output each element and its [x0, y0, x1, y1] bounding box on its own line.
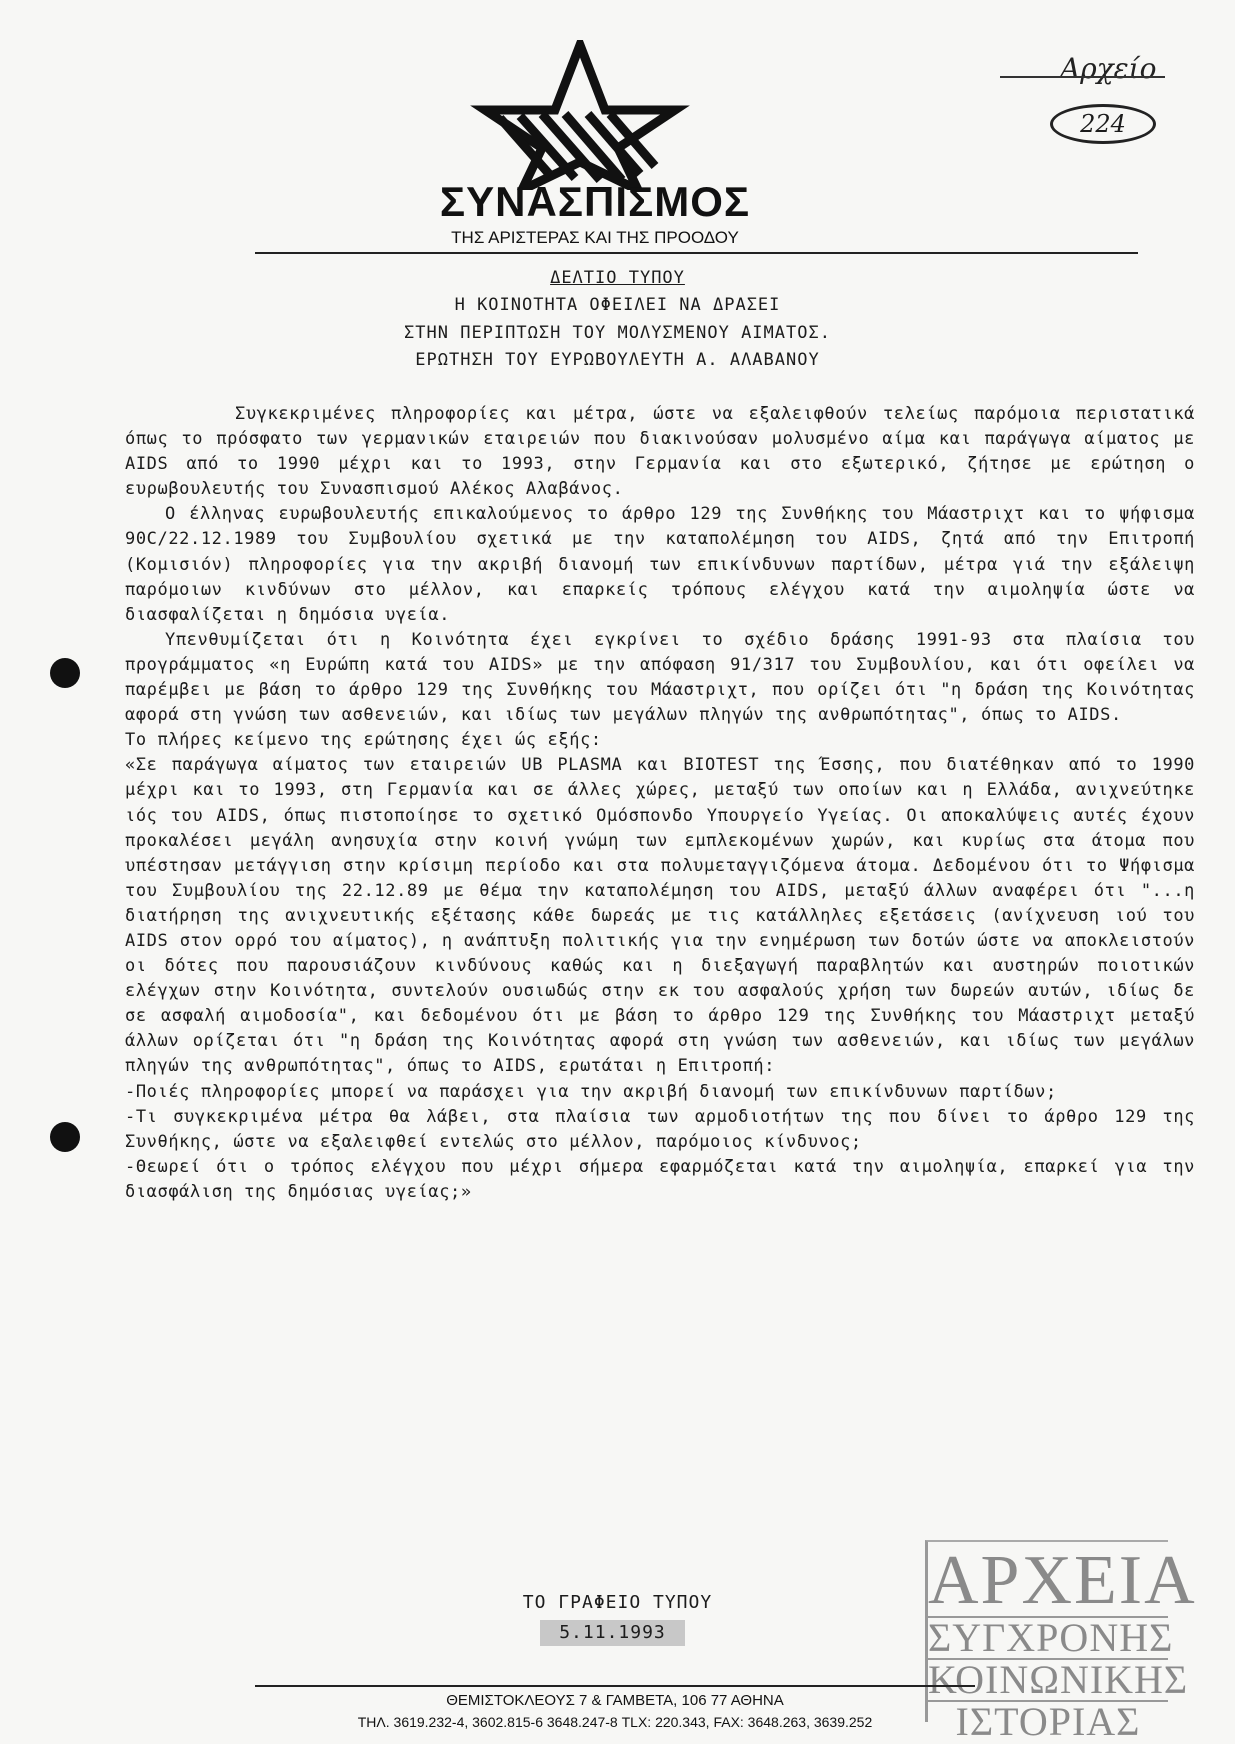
party-tagline: ΤΗΣ ΑΡΙΣΤΕΡΑΣ ΚΑΙ ΤΗΣ ΠΡΟΟΔΟΥ [451, 228, 739, 247]
paragraph-1: Συγκεκριμένες πληροφορίες και μέτρα, ώστε να εξαλειφθούν τελείως παρόμοια περιστατικά όπως το πρόσφατο των γερμανικών εταιρειών που διακινούσαν μολυσμένο αίμα και παράγωγα αίματος με AIDS από το 1990 μέχρι και το 1993, στην Γερμανία και στο εξωτερικό, ζήτησε με ερώτηση ο ευρωβουλευτής του Συνασπισμού Αλέκος Αλαβάνος. [125, 404, 1195, 500]
header-divider [255, 252, 1138, 254]
document-type: ΔΕΛΤΙΟ ΤΥΠΟΥ [550, 268, 685, 288]
headline-line-2: ΣΤΗΝ ΠΕΡΙΠΤΩΣΗ ΤΟΥ ΜΟΛΥΣΜΕΝΟΥ ΑΙΜΑΤΟΣ. [404, 323, 831, 343]
punch-hole [50, 1122, 80, 1152]
press-release-body [125, 402, 1195, 1205]
archive-number: 224 [1050, 104, 1156, 144]
stamp-line-4: ΙΣΤΟΡΙΑΣ [928, 1700, 1168, 1742]
punch-hole [50, 658, 80, 688]
stamp-line-2: ΣΥΓΧΡΟΝΗΣ [928, 1615, 1174, 1660]
stamp-line-1: ΑΡΧΕΙΑ [928, 1542, 1197, 1619]
headline-line-1: Η ΚΟΙΝΟΤΗΤΑ ΟΦΕΙΛΕΙ ΝΑ ΔΡΑΣΕΙ [454, 295, 781, 315]
party-name: ΣΥΝΑΣΠΙΣΜΟΣ [439, 178, 751, 225]
release-date: 5.11.1993 [540, 1620, 685, 1646]
headline-line-3: ΕΡΩΤΗΣΗ ΤΟΥ ΕΥΡΩΒΟΥΛΕΥΤΗ Α. ΑΛΑΒΑΝΟΥ [415, 350, 820, 370]
paragraph-4: Το πλήρες κείμενο της ερώτησης έχει ώς εξής: [125, 730, 602, 751]
archive-handwritten-label: Αρχείο [1060, 52, 1157, 85]
stamp-line-3: ΚΟΙΝΩΝΙΚΗΣ [928, 1657, 1189, 1702]
footer-phones: ΤΗΛ. 3619.232-4, 3602.815-6 3648.247-8 TLX: 220.343, FAX: 3648.263, 3639.252 [357, 1714, 873, 1730]
footer-divider [255, 1685, 975, 1687]
paragraph-2: Ο έλληνας ευρωβουλευτής επικαλούμενος το άρθρο 129 της Συνθήκης του Μάαστριχτ και το ψήφισμα 90C/22.12.1989 του Συμβουλίου σχετικά με την καταπολέμηση του AIDS, ζητά από την Επιτροπή (Κομισιόν) πληροφορίες για την ακριβή διανομή των επικίνδυνων παρτίδων, μέτρα γιά την εξάλειψη παρόμοιων κινδύνων στο μέλλον, και επαρκείς τρόπους ελέγχου κατά την αιμοληψία ώστε να διασφαλίζεται η δημόσια υγεία. [125, 504, 1195, 625]
footer-address: ΘΕΜΙΣΤΟΚΛΕΟΥΣ 7 & ΓΑΜΒΕΤΑ, 106 77 ΑΘΗΝΑ [446, 1692, 784, 1709]
star-logo-icon [400, 40, 760, 190]
question-item-2: -Τι συγκεκριμένα μέτρα θα λάβει, στα πλαίσια των αρμοδιοτήτων της που δίνει το άρθρο 129 της Συνθήκης, ώστε να εξαλειφθεί εντελώς στο μέλλον, παρόμοιος κίνδυνος; [125, 1106, 1195, 1152]
press-office-signature: ΤΟ ΓΡΑΦΕΙΟ ΤΥΠΟΥ [522, 1592, 713, 1613]
handwritten-underline [1000, 76, 1165, 78]
question-item-1: -Ποιές πληροφορίες μπορεί να παράσχει για την ακριβή διανομή των επικίνδυνων παρτίδων; [125, 1081, 1057, 1102]
question-text: «Σε παράγωγα αίματος των εταιρειών UB PLASMA και BIOTEST της Έσσης, που διατέθηκαν από το 1990 μέχρι και το 1993, στη Γερμανία και σε άλλες χώρες, μεταξύ των οποίων και η Ελλάδα, ανιχνεύτηκε ιός του AIDS, όπως πιστοποίησε το σχετικό Ομόσπονδο Υπουργείο Υγείας. Οι αποκαλύψεις αυτές έχουν προκαλέσει μεγάλη ανησυχία στην κοινή γνώμη των εμπλεκομένων χωρών, και κυρίως στα άτομα που υπέστησαν μετάγγιση στην κρίσιμη περίοδο και στα πολυμεταγγιζόμενα άτομα. Δεδομένου ότι το Ψήφισμα του Συμβουλίου της 22.12.89 με θέμα την καταπολέμηση του AIDS, μεταξύ άλλων αναφέρει ότι "...η διατήρηση της ανιχνευτικής εξέτασης κάθε δωρεάς με τις κατάλληλες εξετάσεις (ανίχνευση ιού του AIDS στον ορρό του αίματος), η ανάπτυξη πολιτικής για την ενημέρωση των δοτών ώστε να αποκλειστούν οι δότες που παρουσιάζουν κινδύνους καθώς και η διεξαγωγή παραβλητών και αυστηρών ποιοτικών ελέγχων στην Κοινότητα, συντελούν ουσιωδώς στην εκ του ασφαλούς χρήση των δωρεών αυτών, ιδίως δε σε ασφαλή αιμοδοσία", και δεδομένου ότι με βάση το άρθρο 129 της Συνθήκης του Μάαστριχτ μεταξύ άλλων ορίζεται ότι "η δράση της Κοινότητας αφορά στη γνώση των ασθενειών, και ιδίως των μεγάλων πληγών της ανθρωπότητας", όπως το AIDS, ερωτάται η Επιτροπή: [125, 755, 1195, 1077]
question-item-3: -Θεωρεί ότι ο τρόπος ελέγχου που μέχρι σήμερα εφαρμόζεται κατά την αιμοληψία, επαρκεί για την διασφάλιση της δημόσιας υγείας;» [125, 1156, 1195, 1202]
paragraph-3: Υπενθυμίζεται ότι η Κοινότητα έχει εγκρίνει το σχέδιο δράσης 1991-93 στα πλαίσια του προγράμματος «η Ευρώπη κατά του AIDS» με την απόφαση 91/317 του Συμβουλίου, και ότι οφείλει να παρέμβει με βάση το άρθρο 129 της Συνθήκης του Μάαστριχτ, που ορίζει ότι "η δράση της Κοινότητας αφορά στη γνώση των ασθενειών, και ιδίως των μεγάλων πληγών της ανθρωπότητας", όπως το AIDS. [125, 629, 1195, 726]
